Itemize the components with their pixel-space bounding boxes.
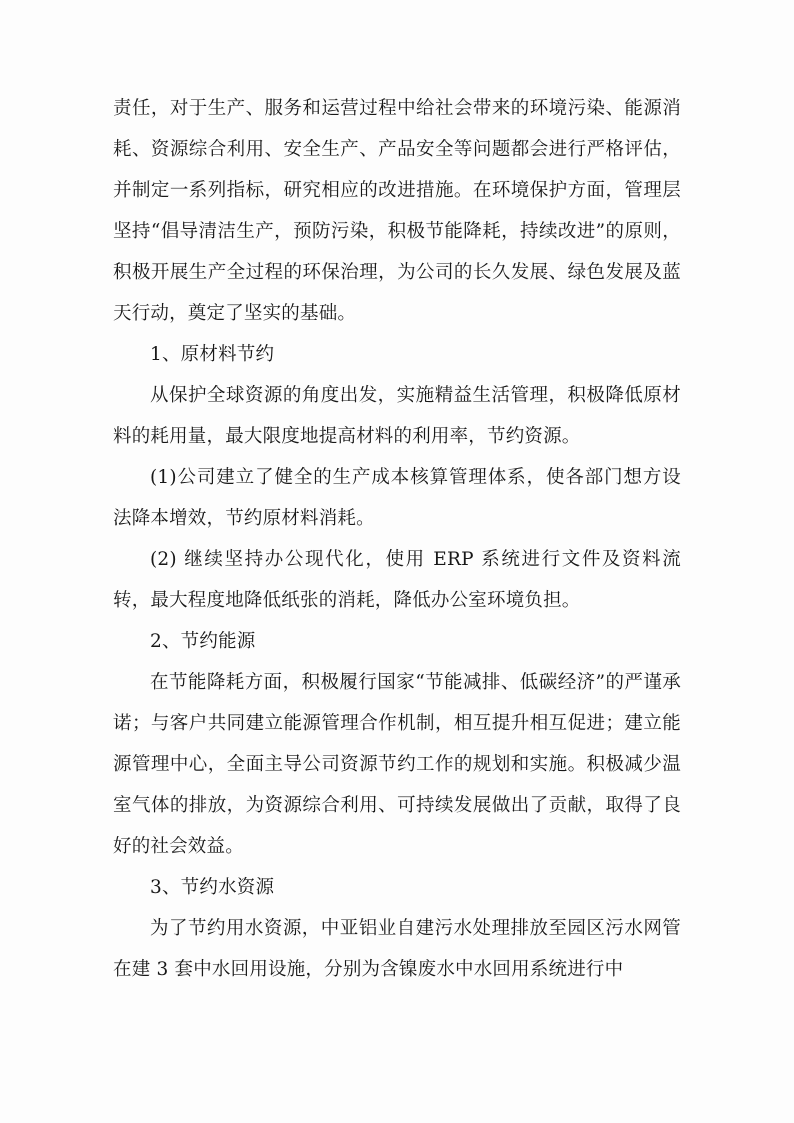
paragraph-water-saving: 为了节约用水资源，中亚铝业自建污水处理排放至园区污水网管在建 3 套中水回用设施，分别为含镍废水中水回用系统进行中 [113,918,681,980]
heading-raw-material-saving: 1、原材料节约 [150,344,275,365]
paragraph-energy-saving: 在节能降耗方面，积极履行国家“节能减排、低碳经济”的严谨承诺；与客户共同建立能源管理合作机制，相互提升相互促进；建立能源管理中心，全面主导公司资源节约工作的规划和实施。积极减少温室气体的排放，为资源综合利用、可持续发展做出了贡献，取得了良好的社会效益。 [113,672,681,857]
paragraph-raw-material-item-1: (1)公司建立了健全的生产成本核算管理体系，使各部门想方设法降本增效，节约原材料消耗。 [113,467,681,529]
heading-water-saving: 3、节约水资源 [150,877,275,898]
document-body [113,88,681,990]
paragraph-raw-material-intro: 从保护全球资源的角度出发，实施精益生活管理，积极降低原材料的耗用量，最大限度地提高材料的利用率，节约资源。 [113,385,681,447]
heading-energy-saving: 2、节约能源 [150,631,256,652]
paragraph-raw-material-item-2: (2) 继续坚持办公现代化，使用 ERP 系统进行文件及资料流转，最大程度地降低纸张的消耗，降低办公室环境负担。 [113,549,681,611]
paragraph-responsibility: 责任，对于生产、服务和运营过程中给社会带来的环境污染、能源消耗、资源综合利用、安全生产、产品安全等问题都会进行严格评估，并制定一系列指标，研究相应的改进措施。在环境保护方面，管理层坚持“倡导清洁生产，预防污染，积极节能降耗，持续改进”的原则，积极开展生产全过程的环保治理，为公司的长久发展、绿色发展及蓝天行动，奠定了坚实的基础。 [113,98,681,324]
